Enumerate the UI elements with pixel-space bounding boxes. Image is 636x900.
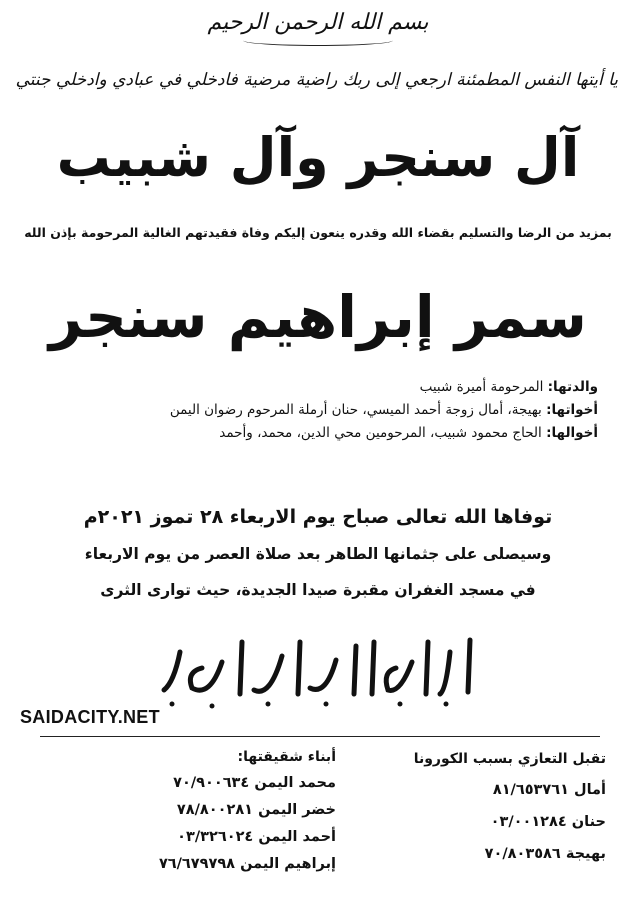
death-date-line: توفاها الله تعالى صباح يوم الاربعاء ٢٨ تموز ٢٠٢١م: [83, 506, 553, 528]
families-title: آل سنجر وآل شبيب: [56, 126, 580, 189]
nephews-block: [116, 744, 336, 878]
nephew-entry: محمد اليمن ٧٠/٩٠٠٦٣٤: [173, 775, 336, 791]
announcement-text: بمزيد من الرضا والتسليم بقضاء الله وقدره ينعون إليكم وفاة فقيدتهم الغالية المرحومة بإذن الله: [24, 225, 612, 240]
basmala-text: بسم الله الرحمن الرحيم: [207, 10, 429, 35]
relative-value: الحاج محمود شبيب، المرحومين محي الدين، محمد، وأحمد: [219, 425, 547, 441]
basmala-flourish-icon: [243, 35, 393, 46]
quran-verse: يا أيتها النفس المطمئنة ارجعي إلى ربك راضية مرضية فادخلي في عبادي وادخلي جنتي: [15, 70, 618, 90]
watermark-site: SAIDACITY.NET: [20, 707, 160, 727]
relative-row-uncles: [38, 422, 598, 445]
nephew-entry: خضر اليمن ٧٨/٨٠٠٢٨١: [176, 802, 336, 818]
relatives-list: [38, 376, 598, 445]
burial-line: في مسجد الغفران مقبرة صيدا الجديدة، حيث توارى الثرى: [100, 581, 536, 599]
basmala: [0, 10, 636, 46]
relative-label: أخوالها:: [546, 425, 598, 441]
condolence-entry: بهيجة ٧٠/٨٠٣٥٨٦: [484, 846, 606, 862]
prayer-line: وسيصلى على جثمانها الطاهر بعد صلاة العصر من يوم الاربعاء: [84, 545, 552, 563]
death-notice: [30, 498, 606, 608]
calligraphy-verse-icon: [150, 632, 490, 712]
nephew-entry: إبراهيم اليمن ٧٦/٦٧٩٧٩٨: [158, 856, 336, 872]
relative-value: بهيجة، أمال زوجة أحمد الميسي، حنان أرملة المرحوم رضوان اليمن: [169, 402, 547, 418]
condolences-block: [413, 744, 606, 870]
condolence-entry: أمال ٨١/٦٥٣٧٦١: [492, 782, 606, 798]
nephew-entry: أحمد اليمن ٠٣/٣٢٦٠٢٤: [177, 829, 336, 845]
condolences-heading: تقبل التعازي بسبب الكورونا: [413, 751, 606, 767]
relative-label: والدتها:: [547, 379, 598, 395]
condolence-entry: حنان ٠٣/٠٠١٢٨٤: [490, 814, 606, 830]
relative-label: أخواتها:: [546, 402, 598, 418]
relative-row-sisters: [38, 399, 598, 422]
nephews-heading: أبناء شقيقتها:: [237, 749, 336, 765]
relative-row-mother: [38, 376, 598, 399]
relative-value: المرحومة أميرة شبيب: [419, 379, 548, 395]
deceased-name: سمر إبراهيم سنجر: [49, 283, 587, 351]
divider-line: [40, 736, 600, 737]
